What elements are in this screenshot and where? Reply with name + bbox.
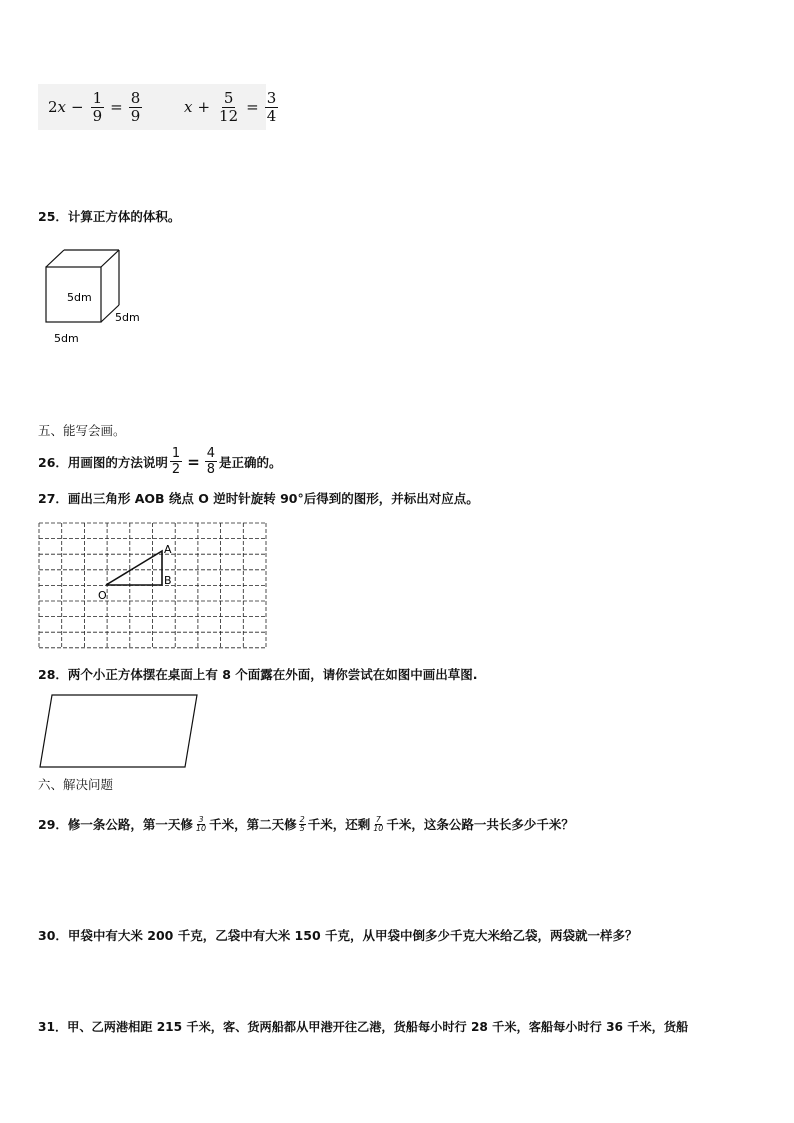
- parallelogram-figure: [38, 692, 203, 772]
- question-30: 30．甲袋中有大米 200 千克，乙袋中有大米 150 千克，从甲袋中倒多少千克大米给乙袋，两袋就一样多？: [38, 928, 638, 943]
- cube-figure: [38, 245, 148, 350]
- eq2-variable: x: [184, 98, 193, 116]
- q26-fraction-1: $\frac{1}{2}$: [171, 446, 181, 477]
- cube-bottom-label: 5dm: [54, 332, 79, 345]
- eq1-coefficient: 2: [48, 98, 58, 116]
- question-31: 31．甲、乙两港相距 215 千米，客、货两船都从甲港开往乙港，货船每小时行 28 千米，客船每小时行 36 千米，货船: [38, 1020, 689, 1034]
- point-o-label: O: [98, 589, 107, 602]
- equation-1: [48, 84, 144, 130]
- section-6-title: 六、解决问题: [38, 777, 114, 792]
- eq1-operator: −: [71, 98, 84, 116]
- question-29: [38, 815, 574, 833]
- eq2-operator: +: [197, 98, 211, 116]
- equations-image: [38, 84, 277, 130]
- eq2-fraction-2: $\frac{3}{4}$: [266, 88, 277, 125]
- cube-front-label: 5dm: [67, 291, 92, 304]
- q29-text-2: 千米，第二天修: [209, 817, 297, 832]
- triangle-aob: [106, 551, 162, 585]
- q29-text-4: 千米，这条公路一共长多少千米？: [386, 817, 574, 832]
- q29-fraction-3: $\frac{7}{10}$: [373, 814, 384, 833]
- q29-fraction-1: $\frac{3}{10}$: [195, 814, 207, 833]
- eq1-fraction-2: $\frac{8}{9}$: [130, 88, 141, 125]
- eq1-variable: x: [57, 98, 67, 116]
- eq1-equals: =: [110, 98, 123, 116]
- equation-2: [184, 84, 280, 130]
- q29-text-3: 千米，还剩: [307, 817, 371, 832]
- q26-text-start: 26．用画图的方法说明: [38, 454, 168, 470]
- point-b-label: B: [164, 574, 172, 587]
- grid-figure: [38, 521, 270, 651]
- q26-equals: =: [187, 452, 200, 471]
- q26-text-end: 是正确的。: [219, 454, 282, 470]
- point-a-label: A: [164, 543, 172, 556]
- eq2-fraction-1: $\frac{5}{12}$: [219, 88, 239, 125]
- q26-fraction-2: $\frac{4}{8}$: [206, 446, 216, 477]
- section-5-title: 五、能写会画。: [38, 423, 126, 438]
- question-27: 27．画出三角形 AOB 绕点 O 逆时针旋转 90°后得到的图形，并标出对应点。: [38, 491, 479, 506]
- question-28: 28．两个小正方体摆在桌面上有 8 个面露在外面，请你尝试在如图中画出草图.: [38, 667, 478, 682]
- question-25: 25．计算正方体的体积。: [38, 209, 181, 224]
- eq2-equals: =: [246, 98, 259, 116]
- q29-text-1: 29．修一条公路，第一天修: [38, 817, 193, 832]
- q29-fraction-2: $\frac{2}{5}$: [299, 814, 305, 833]
- eq1-fraction-1: $\frac{1}{9}$: [92, 88, 103, 125]
- question-26: [38, 447, 282, 476]
- cube-side-label: 5dm: [115, 311, 140, 324]
